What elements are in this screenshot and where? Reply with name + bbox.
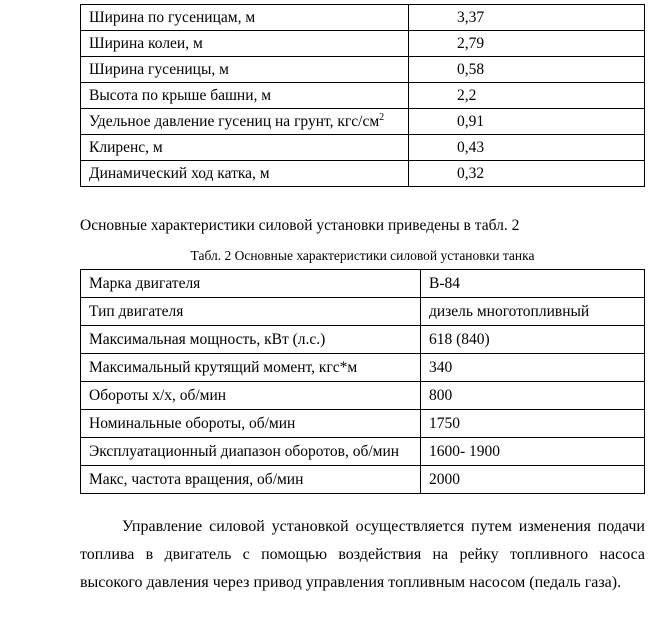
table-row — [81, 135, 645, 161]
table-row — [81, 109, 645, 135]
spec-name-cell: Эксплуатационный диапазон оборотов, об/мин — [81, 438, 421, 466]
table-row — [81, 298, 645, 326]
table-row — [81, 83, 645, 109]
spec-value-cell: 0,43 — [409, 135, 645, 161]
spec-value-cell: 618 (840) — [421, 326, 645, 354]
document-content — [80, 4, 645, 597]
spec-name-cell: Динамический ход катка, м — [81, 161, 409, 187]
dimensions-table — [80, 4, 645, 187]
body-paragraph: Управление силовой установкой осуществляется путем изменения подачи топлива в двигатель с помощью воздействия на рейку топливного насоса высокого давления через привод управления топливным насосом (педаль газа). — [80, 518, 645, 591]
table-row — [81, 31, 645, 57]
spec-value-cell: 1750 — [421, 410, 645, 438]
table-row — [81, 354, 645, 382]
table-row — [81, 410, 645, 438]
table-row — [81, 270, 645, 298]
spec-name-cell: Ширина колеи, м — [81, 31, 409, 57]
table-row — [81, 57, 645, 83]
spec-value-cell: дизель многотопливный — [421, 298, 645, 326]
spec-name-cell: Максимальная мощность, кВт (л.с.) — [81, 326, 421, 354]
spec-value-cell: 1600- 1900 — [421, 438, 645, 466]
spec-value-cell: 0,91 — [409, 109, 645, 135]
intro-paragraph: Основные характеристики силовой установки приведены в табл. 2 — [80, 217, 520, 234]
spec-name-cell: Тип двигателя — [81, 298, 421, 326]
spec-value-cell: 0,58 — [409, 57, 645, 83]
spec-value-cell: В-84 — [421, 270, 645, 298]
spec-name-cell: Максимальный крутящий момент, кгс*м — [81, 354, 421, 382]
table2-caption: Табл. 2 Основные характеристики силовой установки танка — [190, 248, 535, 263]
spec-value-cell: 2,2 — [409, 83, 645, 109]
spec-name-cell: Макс, частота вращения, об/мин — [81, 466, 421, 494]
spec-value-cell: 0,32 — [409, 161, 645, 187]
table-row — [81, 438, 645, 466]
table-row — [81, 161, 645, 187]
spec-name-cell: Обороты х/х, об/мин — [81, 382, 421, 410]
spec-name-cell: Номинальные обороты, об/мин — [81, 410, 421, 438]
spec-value-cell: 340 — [421, 354, 645, 382]
spec-name-cell — [81, 109, 409, 135]
table-row — [81, 5, 645, 31]
spec-name-cell: Марка двигателя — [81, 270, 421, 298]
spec-name-cell: Клиренс, м — [81, 135, 409, 161]
superscript: 2 — [379, 111, 385, 123]
spec-name-cell: Ширина по гусеницам, м — [81, 5, 409, 31]
table-row — [81, 382, 645, 410]
spec-value-cell: 3,37 — [409, 5, 645, 31]
spec-value-cell: 2,79 — [409, 31, 645, 57]
table-row — [81, 466, 645, 494]
spec-name-text: Удельное давление гусениц на грунт, кгс/см — [89, 112, 380, 130]
table-row — [81, 326, 645, 354]
spec-value-cell: 2000 — [421, 466, 645, 494]
spec-value-cell: 800 — [421, 382, 645, 410]
engine-table — [80, 269, 645, 494]
spec-name-cell: Высота по крыше башни, м — [81, 83, 409, 109]
spec-name-cell: Ширина гусеницы, м — [81, 57, 409, 83]
